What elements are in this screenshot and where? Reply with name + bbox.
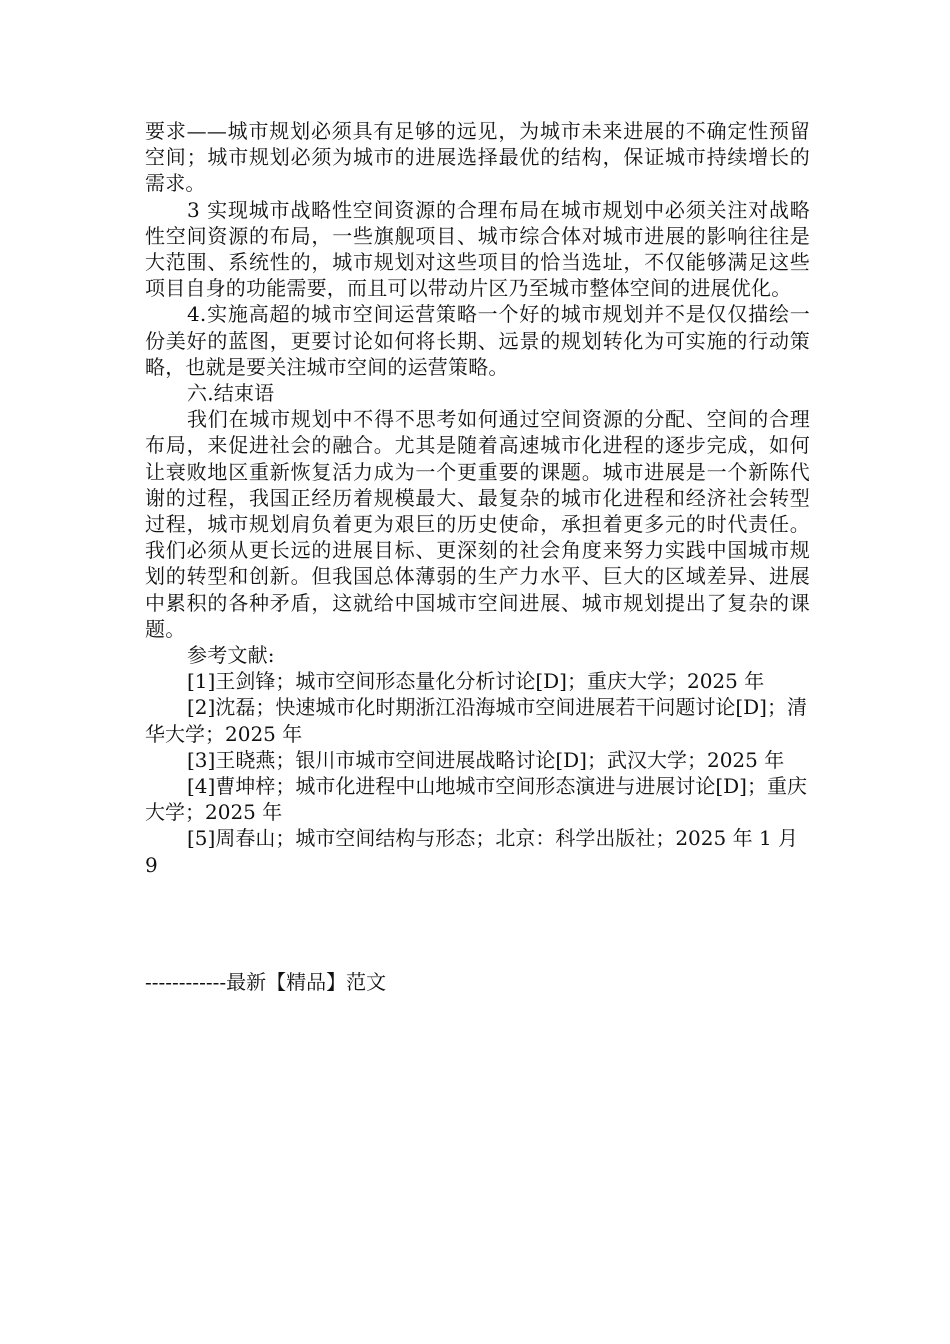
reference-item: [1]王剑锋；城市空间形态量化分析讨论[D]；重庆大学；2025 年 [187, 669, 765, 694]
body-paragraph: 3 实现城市战略性空间资源的合理布局在城市规划中必须关注对战略性空间资源的布局，一些旗舰项目、城市综合体对城市进展的影响往往是大范围、系统性的，城市规划对这些项目的恰当选址，不仅能够满足这些项目自身的功能需要，而且可以带动片区乃至城市整体空间的进展优化。 [145, 197, 810, 301]
document-body [145, 118, 810, 878]
page-footer: ------------最新【精品】范文 [145, 970, 387, 994]
body-paragraph: 4.实施高超的城市空间运营策略一个好的城市规划并不是仅仅描绘一份美好的蓝图，更要讨论如何将长期、远景的规划转化为可实施的行动策略，也就是要关注城市空间的运营策略。 [145, 302, 810, 379]
body-paragraph: 我们在城市规划中不得不思考如何通过空间资源的分配、空间的合理布局，来促进社会的融合。尤其是随着高速城市化进程的逐步完成，如何让衰败地区重新恢复活力成为一个更重要的课题。城市进展是一个新陈代谢的过程，我国正经历着规模最大、最复杂的城市化进程和经济社会转型过程，城市规划肩负着更为艰巨的历史使命，承担着更多元的时代责任。我们必须从更长远的进展目标、更深刻的社会角度来努力实践中国城市规划的转型和创新。但我国总体薄弱的生产力水平、巨大的区域差异、进展中累积的各种矛盾，这就给中国城市空间进展、城市规划提出了复杂的课题。 [145, 407, 810, 641]
reference-item: [2]沈磊；快速城市化时期浙江沿海城市空间进展若干问题讨论[D]；清华大学；2025 年 [145, 695, 807, 746]
reference-list [145, 668, 810, 878]
section-heading: 六.结束语 [187, 381, 275, 406]
reference-item: [4]曹坤梓；城市化进程中山地城市空间形态演进与进展讨论[D]；重庆大学；2025 年 [145, 774, 807, 825]
reference-item: [3]王晓燕；银川市城市空间进展战略讨论[D]；武汉大学；2025 年 [187, 747, 785, 772]
references-heading: 参考文献: [187, 643, 275, 668]
reference-item: [5]周春山；城市空间结构与形态；北京：科学出版社；2025 年 1 月 9 [145, 826, 799, 877]
body-paragraph: 要求——城市规划必须具有足够的远见，为城市未来进展的不确定性预留空间；城市规划必须为城市的进展选择最优的结构，保证城市持续增长的需求。 [145, 119, 810, 196]
